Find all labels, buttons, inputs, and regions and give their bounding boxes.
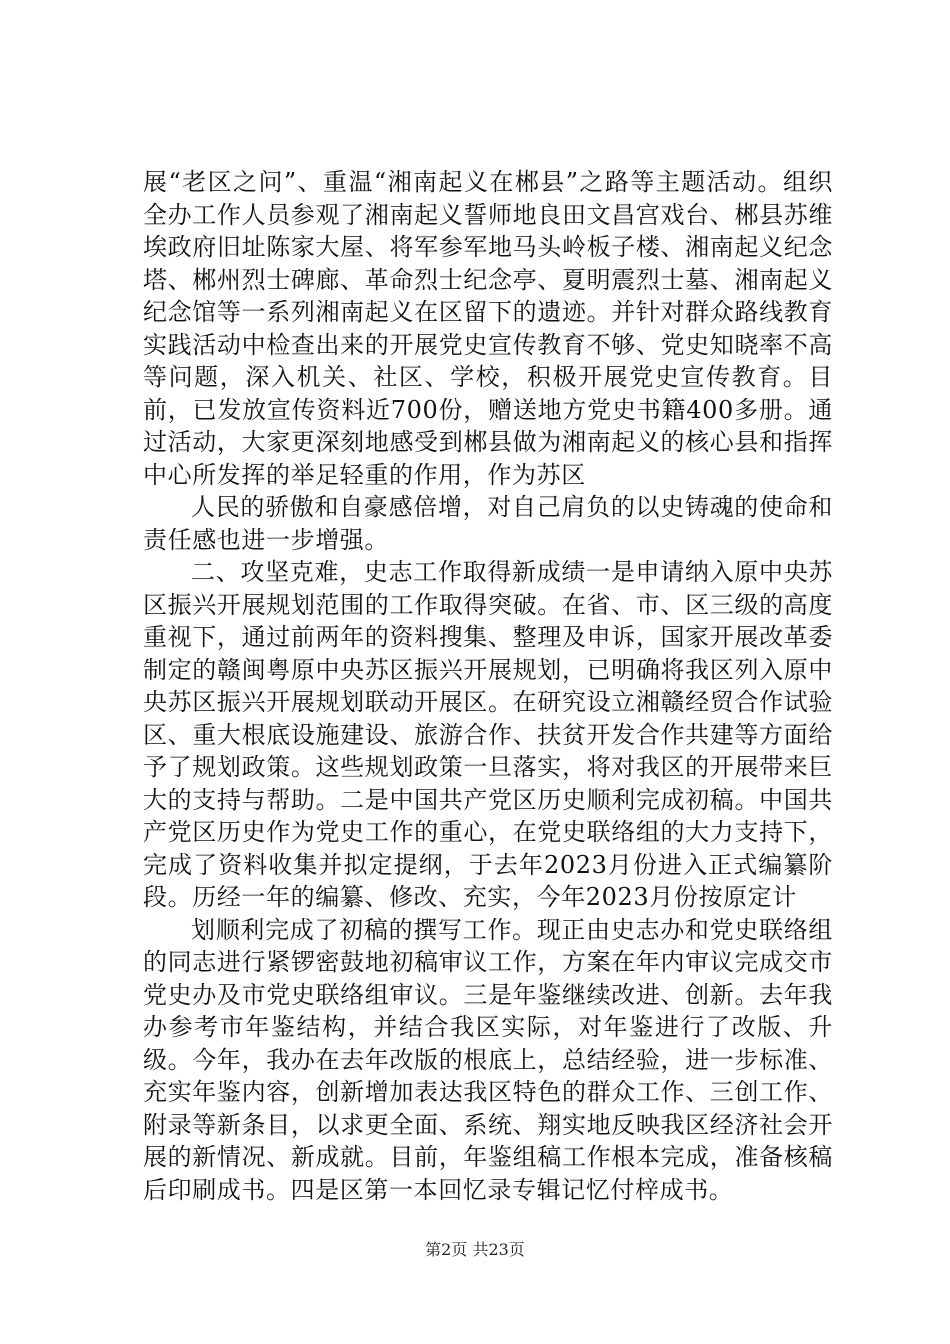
paragraph-2: 人民的骄傲和自豪感倍增，对自己肩负的以史铸魂的使命和责任感也进一步增强。 (143, 493, 833, 554)
paragraph-4: 划顺利完成了初稿的撰写工作。现正由史志办和党史联络组的同志进行紧锣密鼓地初稿审议工作，方案在年内审议完成交市党史办及市党史联络组审议。三是年鉴继续改进、创新。去年我办参考市年鉴结构，并结合我区实际，对年鉴进行了改版、升级。今年，我办在去年改版的根底上，总结经验，进一步标准、充实年鉴内容，创新增加表达我区特色的群众工作、三创工作、附录等新条目，以求更全面、系统、翔实地反映我区经济社会开展的新情况、新成就。目前，年鉴组稿工作根本完成，准备核稿后印刷成书。四是区第一本回忆录专辑记忆付梓成书。 (143, 915, 833, 1204)
paragraph-3: 二、攻坚克难，史志工作取得新成绩一是申请纳入原中央苏区振兴开展规划范围的工作取得突破。在省、市、区三级的高度重视下，通过前两年的资料搜集、整理及申诉，国家开展改革委制定的赣闽粤原中央苏区振兴开展规划，已明确将我区列入原中央苏区振兴开展规划联动开展区。在研究设立湘赣经贸合作试验区、重大根底设施建设、旅游合作、扶贫开发合作共建等方面给予了规划政策。这些规划政策一旦落实，将对我区的开展带来巨大的支持与帮助。二是中国共产党区历史顺利完成初稿。中国共产党区历史作为党史工作的重心，在党史联络组的大力支持下，完成了资料收集并拟定提纲，于去年2023月份进入正式编纂阶段。历经一年的编纂、修改、充实，今年2023月份按原定计 (143, 558, 833, 911)
body-text (143, 166, 833, 1206)
paragraph-1: 展“老区之问”、重温“湘南起义在郴县”之路等主题活动。组织全办工作人员参观了湘南起义誓师地良田文昌宫戏台、郴县苏维埃政府旧址陈家大屋、将军参军地马头岭板子楼、湘南起义纪念塔、郴州烈士碑廊、革命烈士纪念亭、夏明震烈士墓、湘南起义纪念馆等一系列湘南起义在区留下的遗迹。并针对群众路线教育实践活动中检查出来的开展党史宣传教育不够、党史知晓率不高等问题，深入机关、社区、学校，积极开展党史宣传教育。目前，已发放宣传资料近700份，赠送地方党史书籍400多册。通过活动，大家更深刻地感受到郴县做为湘南起义的核心县和指挥中心所发挥的举足轻重的作用，作为苏区 (143, 168, 833, 489)
page-number-footer: 第2页 共23页 (425, 1240, 525, 1259)
